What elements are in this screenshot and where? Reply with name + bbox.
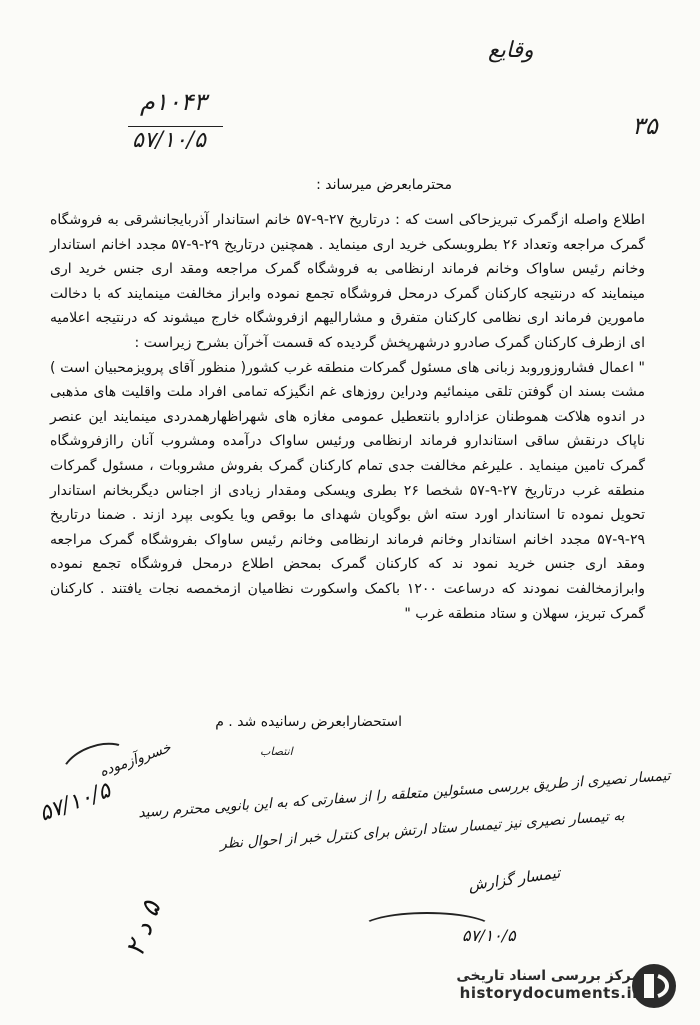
quoted-announcement: " اعمال فشاروزوروبد زبانی های مسئول گمرکات منطقه غرب کشور( منظور آقای پرویزمحبیان است ) مشت بسند ان گوفتن تلقی مینمائیم ودراین روزهای غم انگیزکه تمامی افراد ملت واقلیت های مذهبی در اندوه هلاکت هموطنان عزادارو بانتعطیل عمومی مغازه های شهراظهارهمدردی مینمایند این عنصر ناپاک درنقش ساقی استاندارو فرماند ارنظامی ورئیس ساواک درآمده ومشروب آنان راازفروشگاه گمرک تامین مینماید . علیرغم مخالفت جدی تمام کارکنان گمرک بفروش مشروبات ، مسئول گمرکات منطقه غرب درتاریخ ۲۷-۹-۵۷ شخصا ۲۶ بطری ویسکی ومقدار زیادی از اجناس دیگربخانم استاندار تحویل نموده تا استاندار اورد سته اش بوگویان شهدای ما بوقص ویا یکوبی بپرد ازند . ضمنا درتاریخ ۲۹-۹-۵۷ مجدد اخانم استاندار وخانم فرماند ارنظامی وخانم رئیس ساواک بفروشگاه گمرک مراجعه ومقد اری جنس خرید نمود ند که کارکنان گمرک بمحض اطلاع درمحل فروشگاه تجمع نموده وابرازمخالفت نمودند که درساعت ۱۲۰۰ باکمک واسکورت نظامیان ازمخمصه نجات یافتند . کارکنان گمرک تبریز، سهلان و ستاد منطقه غرب " [50,359,645,622]
margin-signature-name: خسروآزموده [97,739,174,781]
closing-line: استحضارابعرض رسانیده شد . م [215,714,402,730]
watermark-url[interactable]: historydocuments.ir [459,984,640,1002]
watermark [456,968,640,1002]
top-right-page-number: ۳۵ [632,112,658,140]
top-left-handwritten-note: وقایع [488,38,534,63]
handwritten-note-line-1: تیمسار نصیری از طریق بررسی مسئولین متعلقه را از سفارتی که به این بانویی محترم رسید [137,768,671,822]
margin-signature-date: ۵۷/۱۰/۵ [35,778,114,827]
reference-number: ۱۰۴۳م [140,88,207,116]
signature-note: تیمسار گزارش [467,863,562,895]
handwritten-note-line-2: به تیمسار نصیری نیز تیمسار ستاد ارتش برای کنترل خبر از احوال نظر [219,808,626,853]
reference-date: ۵۷/۱۰/۵ [132,128,206,153]
letter-body [50,208,645,626]
signature-date: ۵۷/۱۰/۵ [462,926,516,945]
bottom-left-handwritten-note: ۵ د ۲ [120,897,168,961]
watermark-name: مرکز بررسی اسناد تاریخی [456,968,640,984]
letter-paragraph: اطلاع واصله ازگمرک تبریزحاکی است که : درتاریخ ۲۷-۹-۵۷ خانم استاندار آذربایجانشرقی به فروشگاه گمرک مراجعه وتعداد ۲۶ بطروبسکی خرید اری مینماید . همچنین درتاریخ ۲۹-۹-۵۷ مجدد اخانم استاندار وخانم رئیس ساواک وخانم فرماند ارنظامی به فروشگاه گمرک مراجعه ومقد اری جنس خرید اری مینمایند که درنتیجه کارکنان گمرک درمحل فروشگاه تجمع نموده وابراز مخالفت مینمایند که با دخالت مامورین فرماند اری نظامی کارکنان متفرق و مشارالیهم ازفروشگاه خارج میشوند که درنتیجه اعلامیه ای ازطرف کارکنان گمرک صادرو درشهرپخش گردیده که قسمت آخرآن بشرح زیراست : [50,212,645,351]
reference-underline [128,126,223,127]
salutation: محترمابعرض میرساند : [316,177,452,193]
handwritten-insert: انتصاب [260,745,293,758]
